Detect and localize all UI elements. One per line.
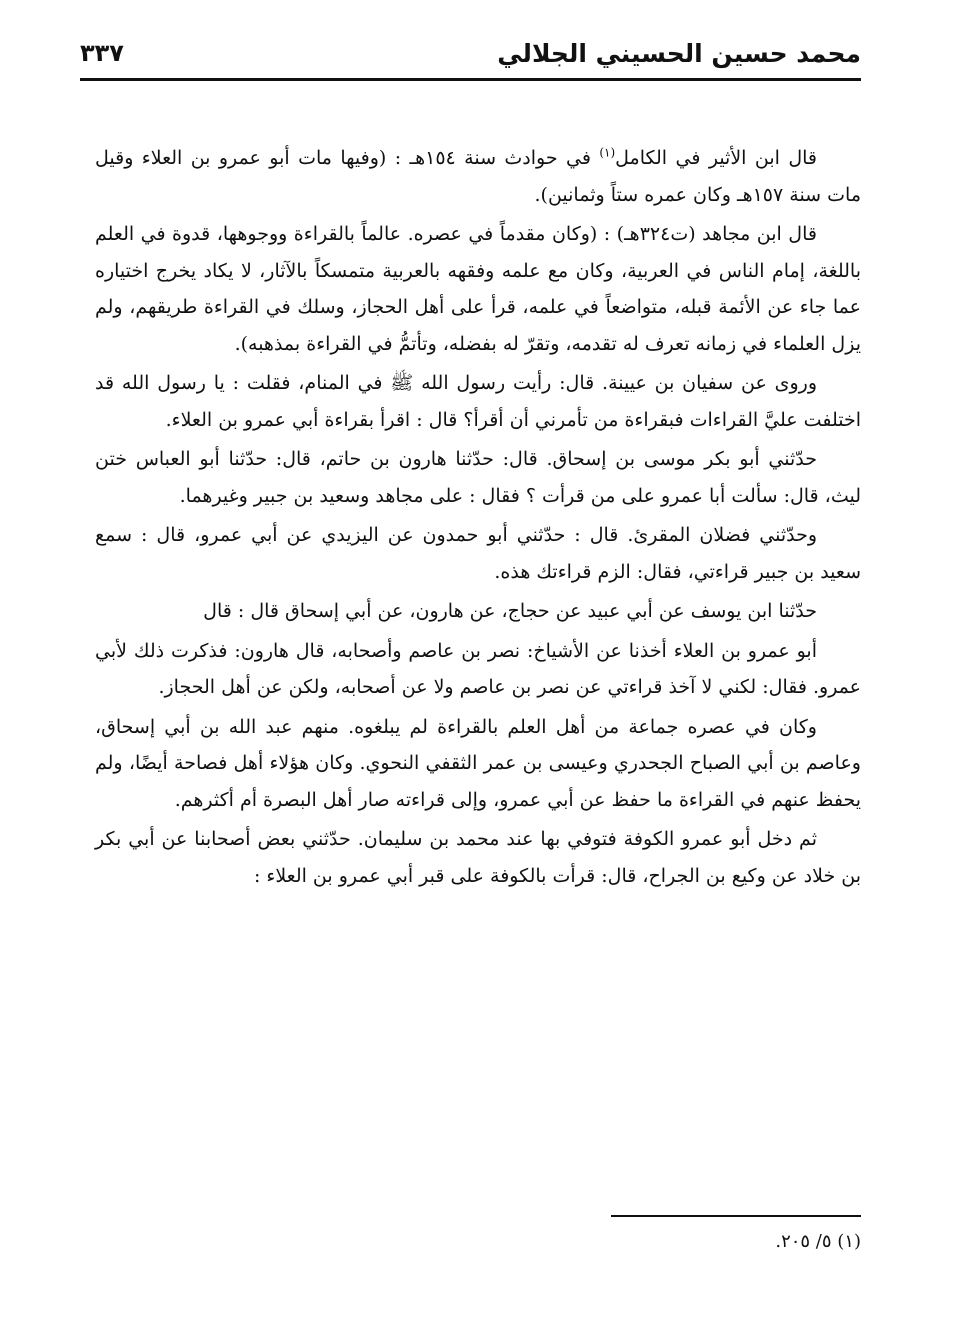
footnote: (١) ٥/ ٢٠٥.	[775, 1231, 861, 1252]
footnote-reference: (١)	[599, 145, 616, 160]
page-number: ٣٣٧	[80, 39, 124, 67]
paragraph-kufa: ثم دخل أبو عمرو الكوفة فتوفي بها عند محمد بن سليمان. حدّثني بعض أصحابنا عن أبي بكر بن خلاد عن وكيع بن الجراح، قال: قرأت بالكوفة على قبر أبي عمرو بن العلاء :	[95, 828, 861, 887]
footnote-separator	[611, 1215, 861, 1217]
running-head-author: محمد حسين الحسيني الجلالي	[497, 38, 861, 68]
paragraph-ibn-mujahid: قال ابن مجاهد (ت٣٢٤هـ) : (وكان مقدماً في عصره. عالماً بالقراءة ووجوهها، قدوة في العلم باللغة، إمام الناس في العربية، وكان مع علمه وفقهه بالعربية متمسكاً بالآثار، لا يكاد يخرج اختياره عما جاء عن الأئمة قبله، متواضعاً في علمه، قرأ على أهل الحجاز، وسلك في القراءة طريقهم، ولم يزل العلماء في زمانه تعرف له تقدمه، وتقرّ له بفضله، وتأتمُّ في القراءة بمذهبه).	[95, 223, 861, 355]
main-text	[95, 140, 861, 897]
paragraph-musa-ibn-ishaq: حدّثني أبو بكر موسى بن إسحاق. قال: حدّثنا هارون بن حاتم، قال: حدّثنا أبو العباس ختن ليث، قال: سألت أبا عمرو على من قرأت ؟ فقال : على مجاهد وسعيد بن جبير وغيرهما.	[95, 448, 861, 507]
paragraph-fadlan: وحدّثني فضلان المقرئ. قال : حدّثني أبو حمدون عن اليزيدي عن أبي عمرو، قال : سمع سعيد بن جبير قراءتي، فقال: الزم قراءتك هذه.	[95, 524, 861, 583]
paragraph-ashyakh: أبو عمرو بن العلاء أخذنا عن الأشياخ: نصر بن عاصم وأصحابه، قال هارون: فذكرت ذلك لأبي عمرو. فقال: لكني لا آخذ قراءتي عن نصر بن عاصم ولا عن أصحابه، ولكن عن أهل الحجاز.	[95, 639, 861, 698]
paragraph-ibn-al-athir	[95, 140, 861, 213]
paragraph-ibn-yusuf: حدّثنا ابن يوسف عن أبي عبيد عن حجاج، عن هارون، عن أبي إسحاق قال : قال	[203, 600, 817, 622]
paragraph-text-start: قال ابن الأثير في الكامل	[615, 147, 817, 169]
paragraph-text-end: في حوادث سنة ١٥٤هـ : (وفيها مات أبو عمرو بن العلاء وقيل مات سنة ١٥٧هـ وكان عمره ستاً وثمانين).	[95, 147, 861, 206]
page-header	[80, 28, 861, 81]
paragraph-sufyan: وروى عن سفيان بن عيينة. قال: رأيت رسول الله ﷺ في المنام، فقلت : يا رسول الله قد اختلفت عليَّ القراءات فبقراءة من تأمرني أن أقرأ؟ قال : اقرأ بقراءة أبي عمرو بن العلاء.	[95, 372, 861, 431]
paragraph-contemporaries: وكان في عصره جماعة من أهل العلم بالقراءة لم يبلغوه. منهم عبد الله بن أبي إسحاق، وعاصم بن أبي الصباح الجحدري وعيسى بن عمر الثقفي النحوي. وكان هؤلاء أهل فصاحة أيضًا، ولم يحفظ عنهم في القراءة ما حفظ عن أبي عمرو، وإلى قراءته صار أهل البصرة أم أكثرهم.	[95, 715, 861, 811]
